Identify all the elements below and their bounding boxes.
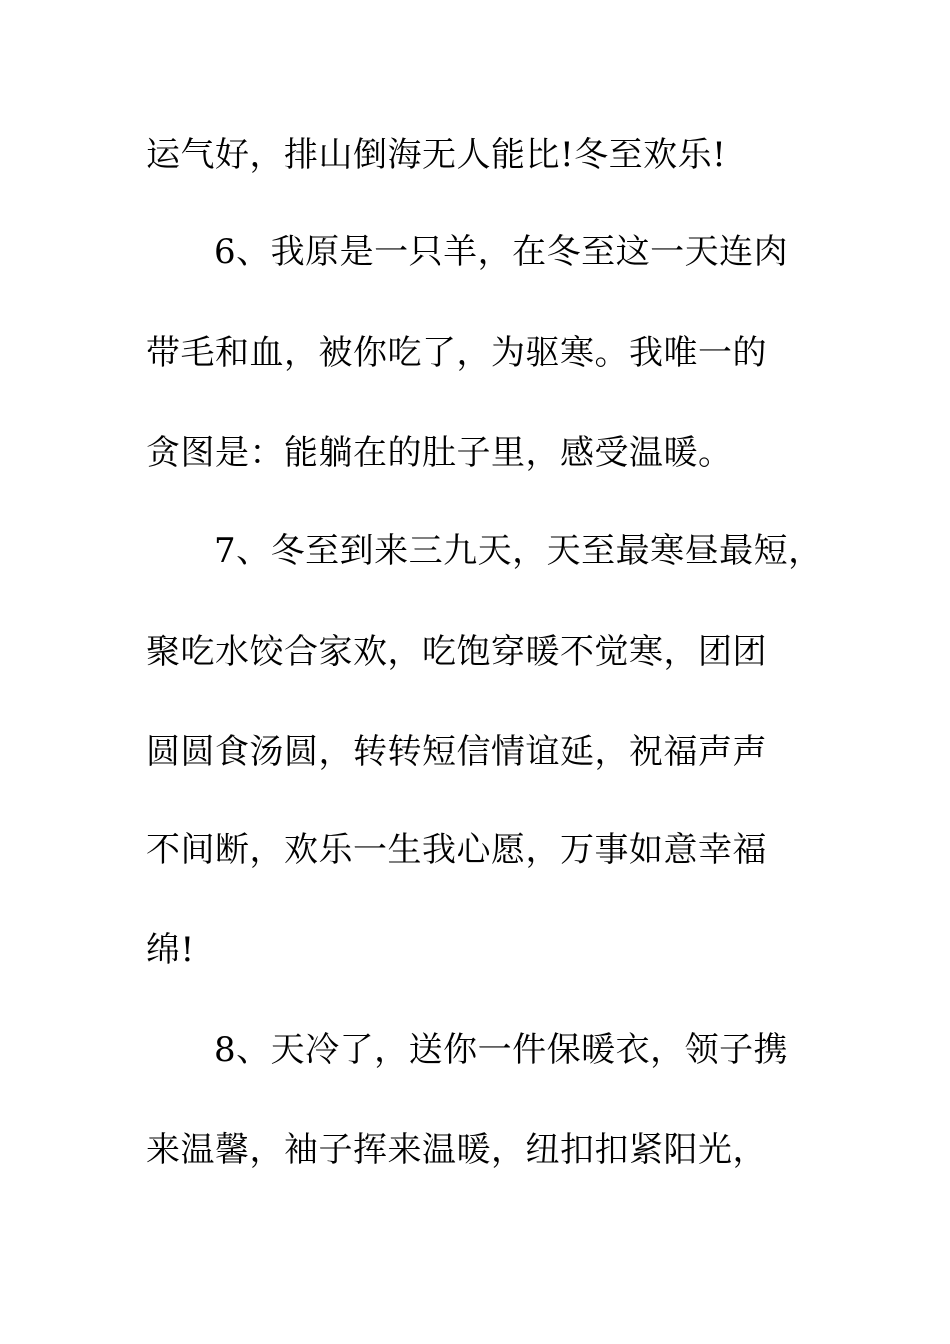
text-line-2: 6、我原是一只羊，在冬至这一天连肉 (214, 232, 789, 272)
text-line-8: 不间断，欢乐一生我心愿，万事如意幸福 (146, 830, 767, 870)
text-line-11: 来温馨，袖子挥来温暖，纽扣扣紧阳光， (146, 1130, 767, 1170)
text-line-1: 运气好，排山倒海无人能比!冬至欢乐! (146, 135, 727, 175)
text-line-6: 聚吃水饺合家欢，吃饱穿暖不觉寒，团团 (146, 632, 767, 672)
text-line-7: 圆圆食汤圆，转转短信情谊延，祝福声声 (146, 732, 767, 772)
text-line-3: 带毛和血，被你吃了，为驱寒。我唯一的 (146, 333, 767, 373)
text-line-4: 贪图是：能躺在的肚子里，感受温暖。 (146, 433, 733, 473)
text-line-5: 7、冬至到来三九天，天至最寒昼最短， (214, 531, 823, 571)
text-line-10: 8、天冷了，送你一件保暖衣，领子携 (214, 1030, 789, 1070)
text-line-9: 绵! (146, 930, 195, 970)
